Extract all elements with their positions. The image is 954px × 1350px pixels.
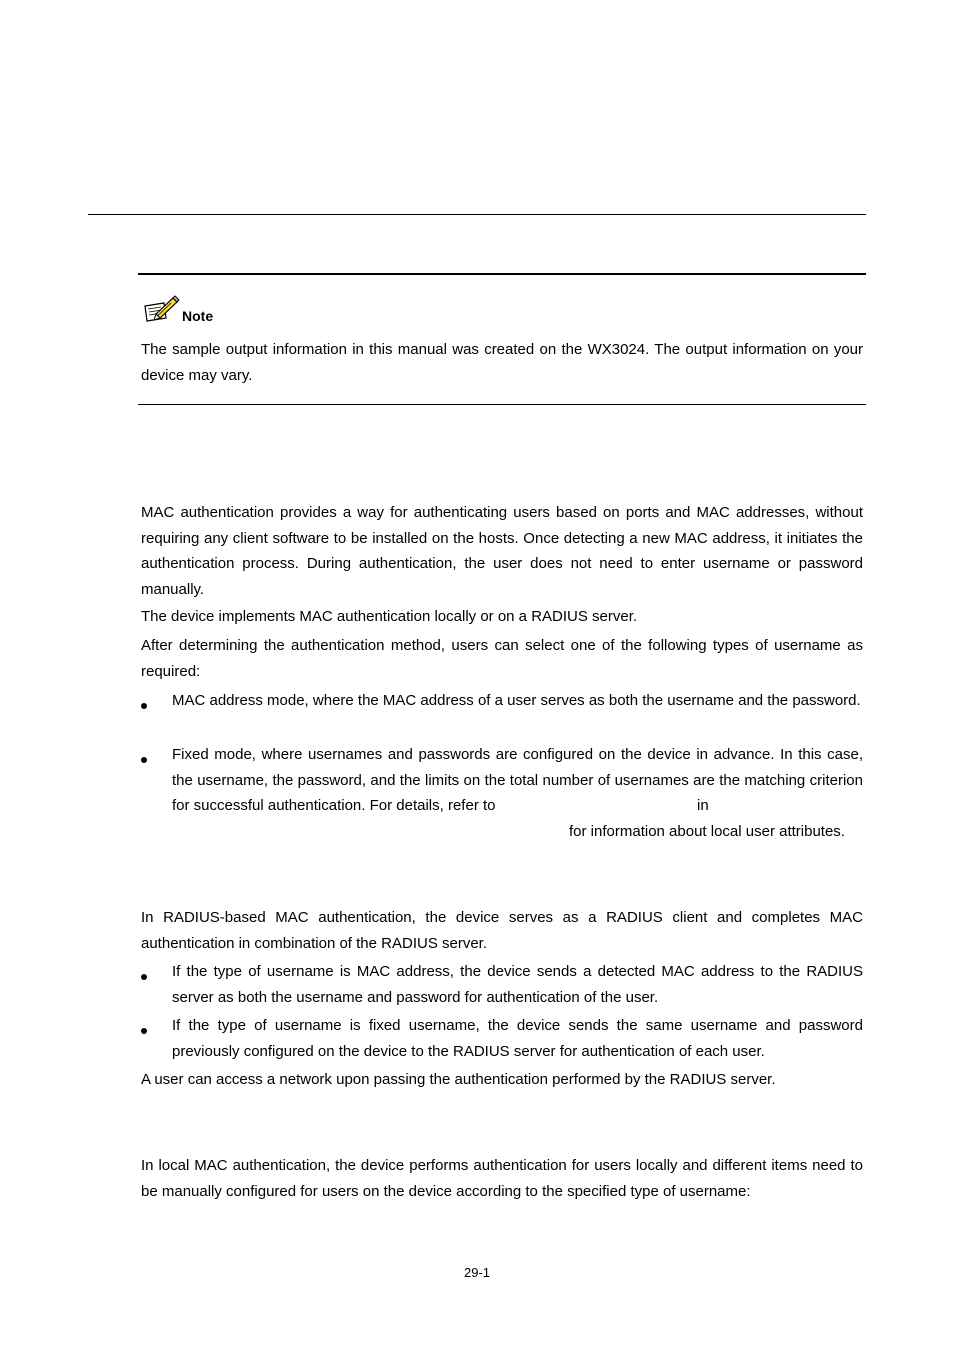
overview-paragraph-2: The device implements MAC authentication locally or on a RADIUS server. (141, 608, 638, 625)
header-rule (88, 214, 866, 215)
overview-bullet-mac-mode: MAC address mode, where the MAC address of a user serves as both the username and the password. (172, 692, 861, 709)
page-number: 29-1 (463, 1265, 491, 1280)
overview-bullet-fixed-mode-in: in (697, 797, 709, 814)
bullet-dot (141, 1028, 147, 1034)
local-paragraph-1: In local MAC authentication, the device performs authentication for users locally and different items need to be manually configured for users on the device according to the specified type of username: (141, 1157, 863, 1200)
bullet-dot (141, 703, 147, 709)
radius-paragraph-2: A user can access a network upon passing the authentication performed by the RADIUS server. (141, 1071, 776, 1088)
overview-bullet-fixed-mode-tail: for information about local user attributes. (569, 823, 845, 840)
note-pencil-icon (142, 294, 180, 324)
radius-bullet-mac-username: If the type of username is MAC address, the device sends a detected MAC address to the RADIUS server as both the username and password for authentication of the user. (172, 963, 863, 1006)
overview-bullet-fixed-mode: Fixed mode, where usernames and passwords are configured on the device in advance. In this case, the username, the password, and the limits on the total number of usernames are the matching criterion for successful authentication. For details, refer to (172, 746, 863, 815)
bullet-dot (141, 757, 147, 763)
note-text: The sample output information in this manual was created on the WX3024. The output information on your device may vary. (141, 341, 863, 384)
radius-bullet-fixed-username: If the type of username is fixed username, the device sends the same username and password previously configured on the device to the RADIUS server for authentication of each user. (172, 1017, 863, 1060)
bullet-dot (141, 974, 147, 980)
note-bottom-rule (138, 404, 866, 405)
note-label: Note (182, 308, 214, 324)
note-header (142, 292, 213, 324)
overview-paragraph-1: MAC authentication provides a way for authenticating users based on ports and MAC addresses, without requiring any client software to be installed on the hosts. Once detecting a new MAC address, it initiates the authentication process. During authentication, the user does not need to enter username or password manually. (141, 504, 863, 598)
radius-paragraph-1: In RADIUS-based MAC authentication, the device serves as a RADIUS client and completes MAC authentication in combination of the RADIUS server. (141, 909, 863, 952)
overview-paragraph-3: After determining the authentication method, users can select one of the following types of username as required: (141, 637, 863, 680)
note-top-rule (138, 273, 866, 275)
